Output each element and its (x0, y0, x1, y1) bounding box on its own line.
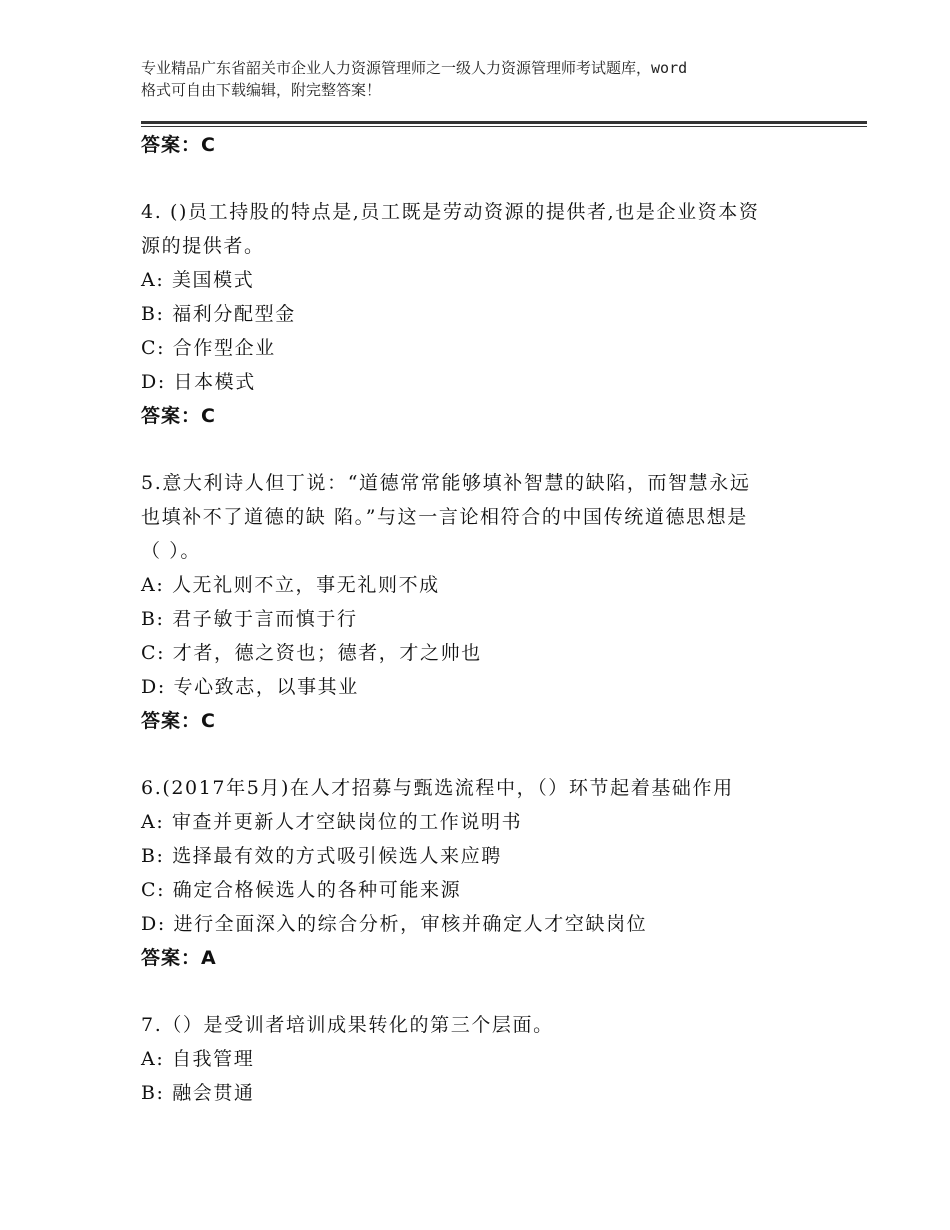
header-title-line-2: 格式可自由下载编辑，附完整答案！ (141, 81, 382, 99)
option-a: A: 自我管理 (141, 1048, 255, 1070)
header-divider-thin (141, 126, 867, 127)
option-b: B: 选择最有效的方式吸引候选人来应聘 (141, 845, 502, 867)
option-b: B: 融会贯通 (141, 1082, 255, 1104)
question-stem-line: 源的提供者。 (141, 235, 265, 257)
option-c: C: 合作型企业 (141, 337, 276, 359)
question-stem-line: 7.（）是受训者培训成果转化的第三个层面。 (141, 1014, 554, 1036)
question-7 (141, 1008, 821, 1110)
header-divider-thick (141, 121, 867, 124)
question-5 (141, 466, 821, 738)
question-stem-line: 6.(2017年5月)在人才招募与甄选流程中，（）环节起着基础作用 (141, 777, 734, 799)
answer-label: 答案：C (141, 405, 216, 427)
option-d: D: 进行全面深入的综合分析，审核并确定人才空缺岗位 (141, 913, 648, 935)
option-a: A: 美国模式 (141, 269, 255, 291)
question-4 (141, 195, 821, 433)
option-d: D: 日本模式 (141, 371, 256, 393)
option-a: A: 审查并更新人才空缺岗位的工作说明书 (141, 811, 523, 833)
header-title-line-1: 专业精品广东省韶关市企业人力资源管理师之一级人力资源管理师考试题库，word (141, 59, 688, 77)
option-c: C: 确定合格候选人的各种可能来源 (141, 879, 462, 901)
question-6 (141, 771, 821, 975)
answer-previous-question: 答案：C (141, 134, 216, 156)
question-list (141, 128, 821, 1110)
answer-label: 答案：A (141, 947, 217, 969)
option-d: D: 专心致志，以事其业 (141, 676, 359, 698)
question-stem-line: 也填补不了道德的缺 陷。”与这一言论相符合的中国传统道德思想是 (141, 506, 748, 528)
option-b: B: 福利分配型金 (141, 303, 296, 325)
option-c: C: 才者，德之资也；德者，才之帅也 (141, 642, 482, 664)
question-stem-line: 4. ()员工持股的特点是,员工既是劳动资源的提供者,也是企业资本资 (141, 201, 760, 223)
question-stem-line: 5.意大利诗人但丁说：“道德常常能够填补智慧的缺陷，而智慧永远 (141, 472, 751, 494)
question-stem-line: （ ）。 (141, 540, 201, 562)
option-b: B: 君子敏于言而慎于行 (141, 608, 358, 630)
option-a: A: 人无礼则不立，事无礼则不成 (141, 574, 440, 596)
answer-label: 答案：C (141, 710, 216, 732)
page-header (141, 57, 831, 101)
